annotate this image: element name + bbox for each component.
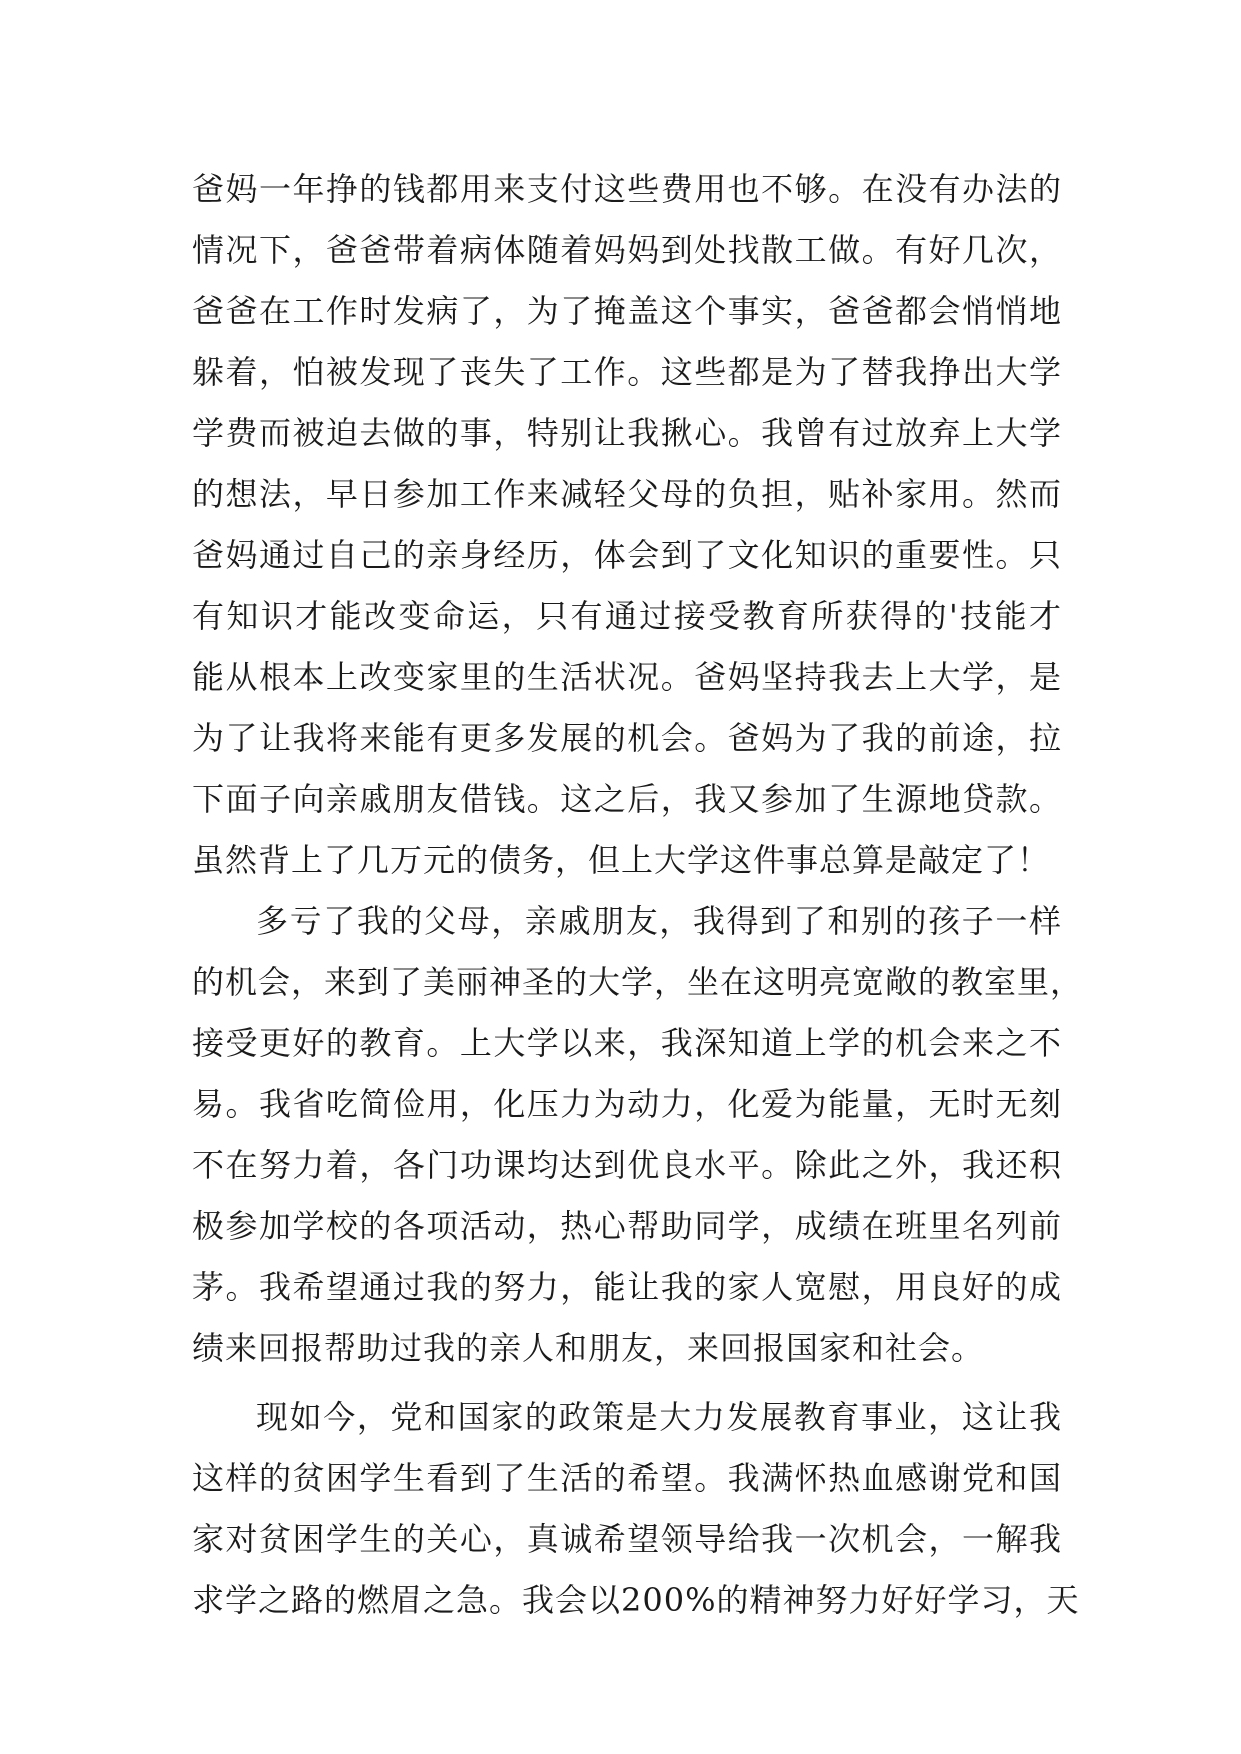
text-line: 学费而被迫去做的事，特别让我揪心。我曾有过放弃上大学 <box>192 414 1062 452</box>
text-line: 下面子向亲戚朋友借钱。这之后，我又参加了生源地贷款。 <box>192 780 1062 818</box>
paragraph-first-line: 现如今，党和国家的政策是大力发展教育事业，这让我 <box>256 1398 1062 1436</box>
text-line: 易。我省吃简俭用，化压力为动力，化爱为能量，无时无刻 <box>192 1085 1062 1123</box>
text-line: 的想法，早日参加工作来减轻父母的负担，贴补家用。然而 <box>192 475 1062 513</box>
text-line: 极参加学校的各项活动，热心帮助同学，成绩在班里名列前 <box>192 1207 1062 1245</box>
text-line: 绩来回报帮助过我的亲人和朋友，来回报国家和社会。 <box>192 1329 985 1367</box>
text-line: 情况下，爸爸带着病体随着妈妈到处找散工做。有好几次， <box>192 231 1062 269</box>
text-line: 的机会，来到了美丽神圣的大学，坐在这明亮宽敞的教室里， <box>192 963 1084 1001</box>
paragraph-first-line: 多亏了我的父母，亲戚朋友，我得到了和别的孩子一样 <box>256 902 1062 940</box>
text-line: 茅。我希望通过我的努力，能让我的家人宽慰，用良好的成 <box>192 1268 1062 1306</box>
text-line: 爸爸在工作时发病了，为了掩盖这个事实，爸爸都会悄悄地 <box>192 292 1062 330</box>
text-line: 这样的贫困学生看到了生活的希望。我满怀热血感谢党和国 <box>192 1459 1062 1497</box>
text-line: 有知识才能改变命运，只有通过接受教育所获得的'技能才 <box>192 597 1062 635</box>
text-line: 求学之路的燃眉之急。我会以200%的精神努力好好学习，天 <box>192 1581 1080 1619</box>
text-line: 能从根本上改变家里的生活状况。爸妈坚持我去上大学，是 <box>192 658 1062 696</box>
document-body <box>192 159 1084 1631</box>
text-line: 不在努力着，各门功课均达到优良水平。除此之外，我还积 <box>192 1146 1062 1184</box>
text-line: 躲着，怕被发现了丧失了工作。这些都是为了替我挣出大学 <box>192 353 1062 391</box>
text-line: 接受更好的教育。上大学以来，我深知道上学的机会来之不 <box>192 1024 1062 1062</box>
text-line: 虽然背上了几万元的债务，但上大学这件事总算是敲定了！ <box>192 841 1051 879</box>
text-line: 家对贫困学生的关心，真诚希望领导给我一次机会，一解我 <box>192 1520 1062 1558</box>
text-line: 爸妈通过自己的亲身经历，体会到了文化知识的重要性。只 <box>192 536 1062 574</box>
text-line: 为了让我将来能有更多发展的机会。爸妈为了我的前途，拉 <box>192 719 1062 757</box>
text-line: 爸妈一年挣的钱都用来支付这些费用也不够。在没有办法的 <box>192 170 1062 208</box>
